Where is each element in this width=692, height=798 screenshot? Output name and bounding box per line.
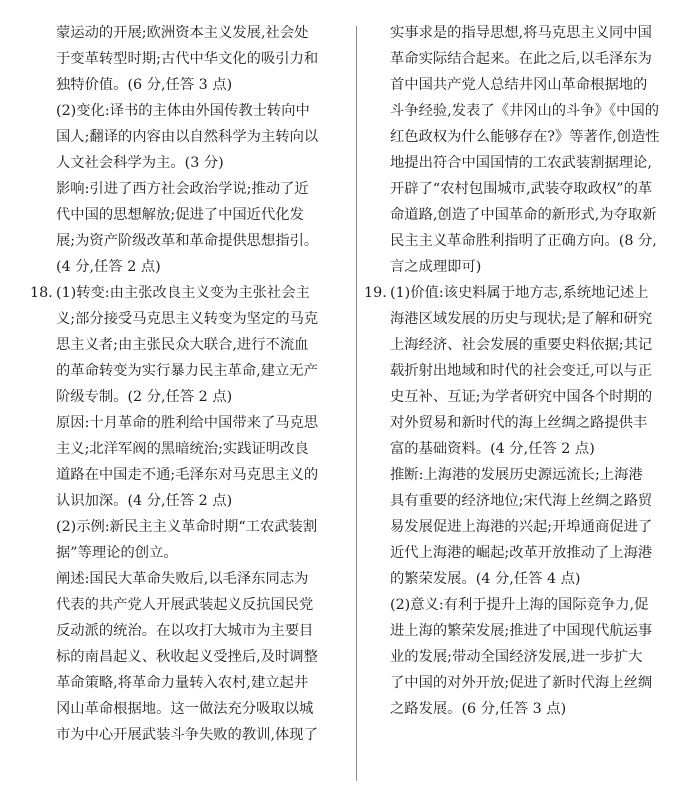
text-line: 革命实际结合起来。在此之后,以毛泽东为 [390, 51, 652, 67]
text-line: 具有重要的经济地位;宋代海上丝绸之路贸 [390, 493, 653, 509]
text-line: 实事求是的指导思想,将马克思主义同中国 [390, 25, 652, 41]
text-line: 思主义者;由主张民众大联合,进行不流血 [56, 337, 309, 353]
text-line: 义;部分接受马克思主义转变为坚定的马克 [56, 311, 319, 327]
text-line: 阶级专制。(2 分,任答 2 点) [56, 389, 233, 405]
text-line: 的革命转变为实行暴力民主革命,建立无产 [56, 363, 318, 379]
text-line: 冈山革命根据地。这一做法充分吸取以城 [56, 701, 314, 717]
text-line: (1)转变:由主张改良主义变为主张社会主 [56, 285, 310, 301]
question-19-first-line [364, 280, 670, 306]
text-line: 斗争经验,发表了《井冈山的斗争》《中国的 [390, 103, 660, 119]
text-line: 标的南昌起义、秋收起义受挫后,及时调整 [56, 649, 318, 665]
text-line: 对外贸易和新时代的海上丝绸之路提供丰 [390, 415, 648, 431]
text-line: 民主主义革命胜利指明了正确方向。(8 分, [390, 233, 657, 249]
text-line: (1)价值:该史料属于地方志,系统地记述上 [390, 285, 649, 301]
text-line: 据”等理论的创立。 [56, 545, 178, 561]
text-line: 蒙运动的开展;欧洲资本主义发展,社会处 [56, 25, 309, 41]
text-line: 的繁荣发展。(4 分,任答 4 点) [390, 571, 581, 587]
text-line: 言之成理即可) [390, 259, 482, 275]
text-line: 代表的共产党人开展武装起义反抗国民党 [56, 597, 314, 613]
text-line: 展;为资产阶级改革和革命提供思想指引。 [56, 233, 319, 249]
text-line: 革命策略,将革命力量转入农村,建立起井 [56, 675, 309, 691]
text-line: 富的基础资料。(4 分,任答 2 点) [390, 441, 595, 457]
text-line: 业的发展;带动全国经济发展,进一步扩大 [390, 649, 643, 665]
text-line: 了中国的对外开放;促进了新时代海上丝绸 [390, 675, 653, 691]
text-line: 红色政权为什么能够存在?》等著作,创造性 [390, 129, 660, 145]
text-line: 影响:引进了西方社会政治学说;推动了近 [56, 181, 309, 197]
text-line: 原因:十月革命的胜利给中国带来了马克思 [56, 415, 319, 431]
right-column [364, 20, 670, 722]
question-18-first-line [30, 280, 352, 306]
question-number: 18. [30, 285, 53, 301]
text-line: (2)意义:有利于提升上海的国际竞争力,促 [390, 597, 649, 613]
question-number: 19. [364, 285, 387, 301]
text-line: 开辟了“农村包围城市,武装夺取政权”的革 [390, 181, 653, 197]
text-line: (2)变化:译书的主体由外国传教士转向中 [56, 103, 310, 119]
text-line: 国人;翻译的内容由以自然科学为主转向以 [56, 129, 319, 145]
text-line: 代中国的思想解放;促进了中国近代化发 [56, 207, 304, 223]
left-column [30, 20, 352, 748]
text-line: 认识加深。(4 分,任答 2 点) [56, 493, 233, 509]
text-line: 阐述:国民大革命失败后,以毛泽东同志为 [56, 571, 309, 587]
column-divider [356, 26, 357, 781]
text-line: 命道路,创造了中国革命的新形式,为夺取新 [390, 207, 657, 223]
text-line: 市为中心开展武装斗争失败的教训,体现了 [56, 727, 318, 743]
text-line: 近代上海港的崛起;改革开放推动了上海港 [390, 545, 653, 561]
text-line: 海港区域发展的历史与现状;是了解和研究 [390, 311, 653, 327]
text-line: 人文社会科学为主。(3 分) [56, 155, 224, 171]
text-line: 史互补、互证;为学者研究中国各个时期的 [390, 389, 653, 405]
text-line: (4 分,任答 2 点) [56, 259, 161, 275]
text-line: 载折射出地域和时代的社会变迁,可以与正 [390, 363, 652, 379]
text-line: 独特价值。(6 分,任答 3 点) [56, 77, 233, 93]
text-line: 易发展促进上海港的兴起;开埠通商促进了 [390, 519, 653, 535]
text-line: 推断:上海港的发展历史源远流长;上海港 [390, 467, 643, 483]
text-line: 上海经济、社会发展的重要史料依据;其记 [390, 337, 653, 353]
text-line: 进上海的繁荣发展;推进了中国现代航运事 [390, 623, 653, 639]
text-line: 道路在中国走不通;毛泽东对马克思主义的 [56, 467, 319, 483]
text-line: (2)示例:新民主主义革命时期“工农武装割 [56, 519, 318, 535]
text-line: 首中国共产党人总结井冈山革命根据地的 [390, 77, 648, 93]
text-line: 主义;北洋军阀的黑暗统治;实践证明改良 [56, 441, 309, 457]
text-line: 反动派的统治。在以攻打大城市为主要目 [56, 623, 314, 639]
text-line: 之路发展。(6 分,任答 3 点) [390, 701, 567, 717]
text-line: 地提出符合中国国情的工农武装割据理论, [390, 155, 652, 171]
text-line: 于变革转型时期;古代中华文化的吸引力和 [56, 51, 319, 67]
